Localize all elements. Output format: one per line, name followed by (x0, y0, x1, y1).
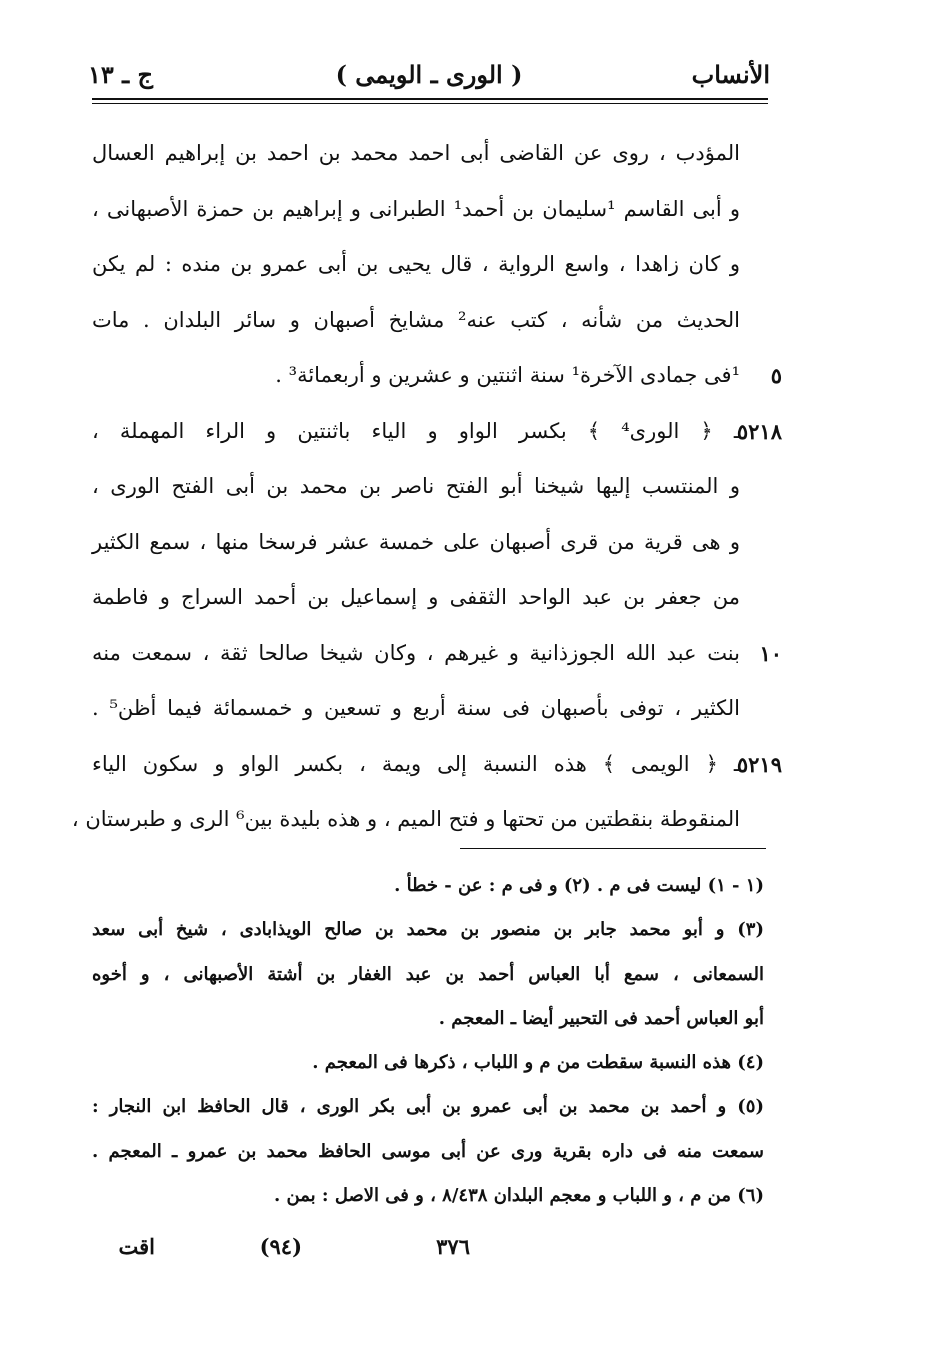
footnotes (92, 864, 764, 1218)
footnote-line: (٦) من م ، و اللباب و معجم البلدان ٨/٤٣٨ ، و فى الاصل : بمن . (273, 1185, 764, 1207)
line-number: ١٠ (759, 640, 782, 666)
text-line (71, 792, 782, 848)
footnote-line: أبو العباس أحمد فى التحبير أيضا ـ المعجم . (438, 1007, 764, 1029)
footnote-line: (١ - ١) ليست فى م . (٢) و فى م : عن - خطأ . (394, 875, 764, 896)
footnote-line: (٥) و أحمد بن محمد بن أبى عمرو بن أبى بكر الورى ، قال الحافظ ابن النجار : (92, 1096, 764, 1118)
line-text: و أبى القاسم ¹سليمان بن أحمد¹ الطبرانى و إبراهيم بن حمزة الأصبهانى ، (92, 196, 740, 221)
footnote-line: السمعانى ، سمع أبا العباس أحمد بن عبد الغفار بن أشتة الأصبهانى ، و أخوه (92, 963, 764, 985)
line-text: و كان زاهدا ، واسع الرواية ، قال يحيى بن أبى عمرو بن منده : لم يكن (92, 252, 740, 276)
footer-mark: اقت (118, 1234, 155, 1259)
text-line (92, 293, 782, 349)
line-text: ـ ﴿ الورى⁴ ﴾ بكسر الواو و الياء باثنتين و الراء المهملة ، (92, 418, 740, 443)
text-line (92, 681, 782, 737)
page-number: ٣٧٦ (436, 1234, 470, 1259)
text-line (92, 626, 782, 682)
text-line (92, 515, 782, 571)
entry-5218 (92, 404, 782, 460)
text-line (92, 459, 782, 515)
text-line (92, 237, 782, 293)
header-rule-thin (92, 103, 768, 104)
footnote-line: (٤) هذه النسبة سقطت من م و اللباب ، ذكرها فى المعجم . (312, 1052, 764, 1074)
header-book-title: الأنساب (691, 59, 770, 89)
text-line (92, 348, 782, 404)
main-text (71, 126, 782, 848)
footnote-line: (٣) و أبو محمد جابر بن منصور بن محمد بن صالح الويذابادى ، شيخ أبى سعد (92, 919, 764, 941)
page-footer (110, 1234, 470, 1274)
footnote-line: سمعت منه فى داره بقرية ورى عن أبى موسى الحافظ محمد بن عمرو ـ المعجم . (92, 1140, 764, 1162)
line-text: و هى قرية من قرى أصبهان على خمسة عشر فرسخا منها ، سمع الكثير (92, 529, 740, 554)
header-rule (92, 98, 768, 100)
header-volume: ج ـ ١٣ (88, 59, 154, 89)
footnote-separator (460, 848, 766, 849)
text-line (92, 570, 782, 626)
line-text: المؤدب ، روى عن القاضى أبى احمد محمد بن احمد بن إبراهيم العسال (92, 141, 740, 165)
header-entry-range: ( الورى ـ الويمى ) (335, 59, 523, 89)
line-text: ¹فى جمادى الآخرة¹ سنة اثنتين و عشرين و أربعمائة³ . (275, 363, 740, 387)
line-text: المنقوطة بنقطتين من تحتها و فتح الميم ، و هذه بليدة بين⁶ الرى و طبرستان ، (71, 807, 740, 831)
line-number: ٥ (770, 363, 782, 388)
line-text: بنت عبد الله الجوزذانية و غيرهم ، وكان شيخا صالحا ثقة ، سمعت منه (92, 640, 740, 665)
entry-number: ٥٢١٩ (736, 751, 782, 777)
line-text: من جعفر بن عبد الواحد الثقفى و إسماعيل بن أحمد السراج و فاطمة (92, 585, 740, 609)
line-text: ـ ﴿ الويمى ﴾ هذه النسبة إلى ويمة ، بكسر الواو و سكون الياء (92, 751, 740, 776)
running-header (88, 52, 770, 96)
text-line (92, 126, 782, 182)
entry-5219 (92, 737, 782, 793)
line-text: الحديث من شأنه ، كتب عنه² مشايخ أصبهان و سائر البلدان . مات (92, 307, 740, 332)
signature-mark: (٩٤) (259, 1234, 302, 1259)
text-line (92, 182, 782, 238)
line-text: و المنتسب إليها شيخنا أبو الفتح ناصر بن محمد بن أبى الفتح الورى ، (92, 474, 740, 498)
line-text: الكثير ، توفى بأصبهان فى سنة أربع و تسعين و خمسمائة فيما أظن⁵ . (92, 696, 740, 720)
entry-number: ٥٢١٨ (736, 418, 782, 444)
